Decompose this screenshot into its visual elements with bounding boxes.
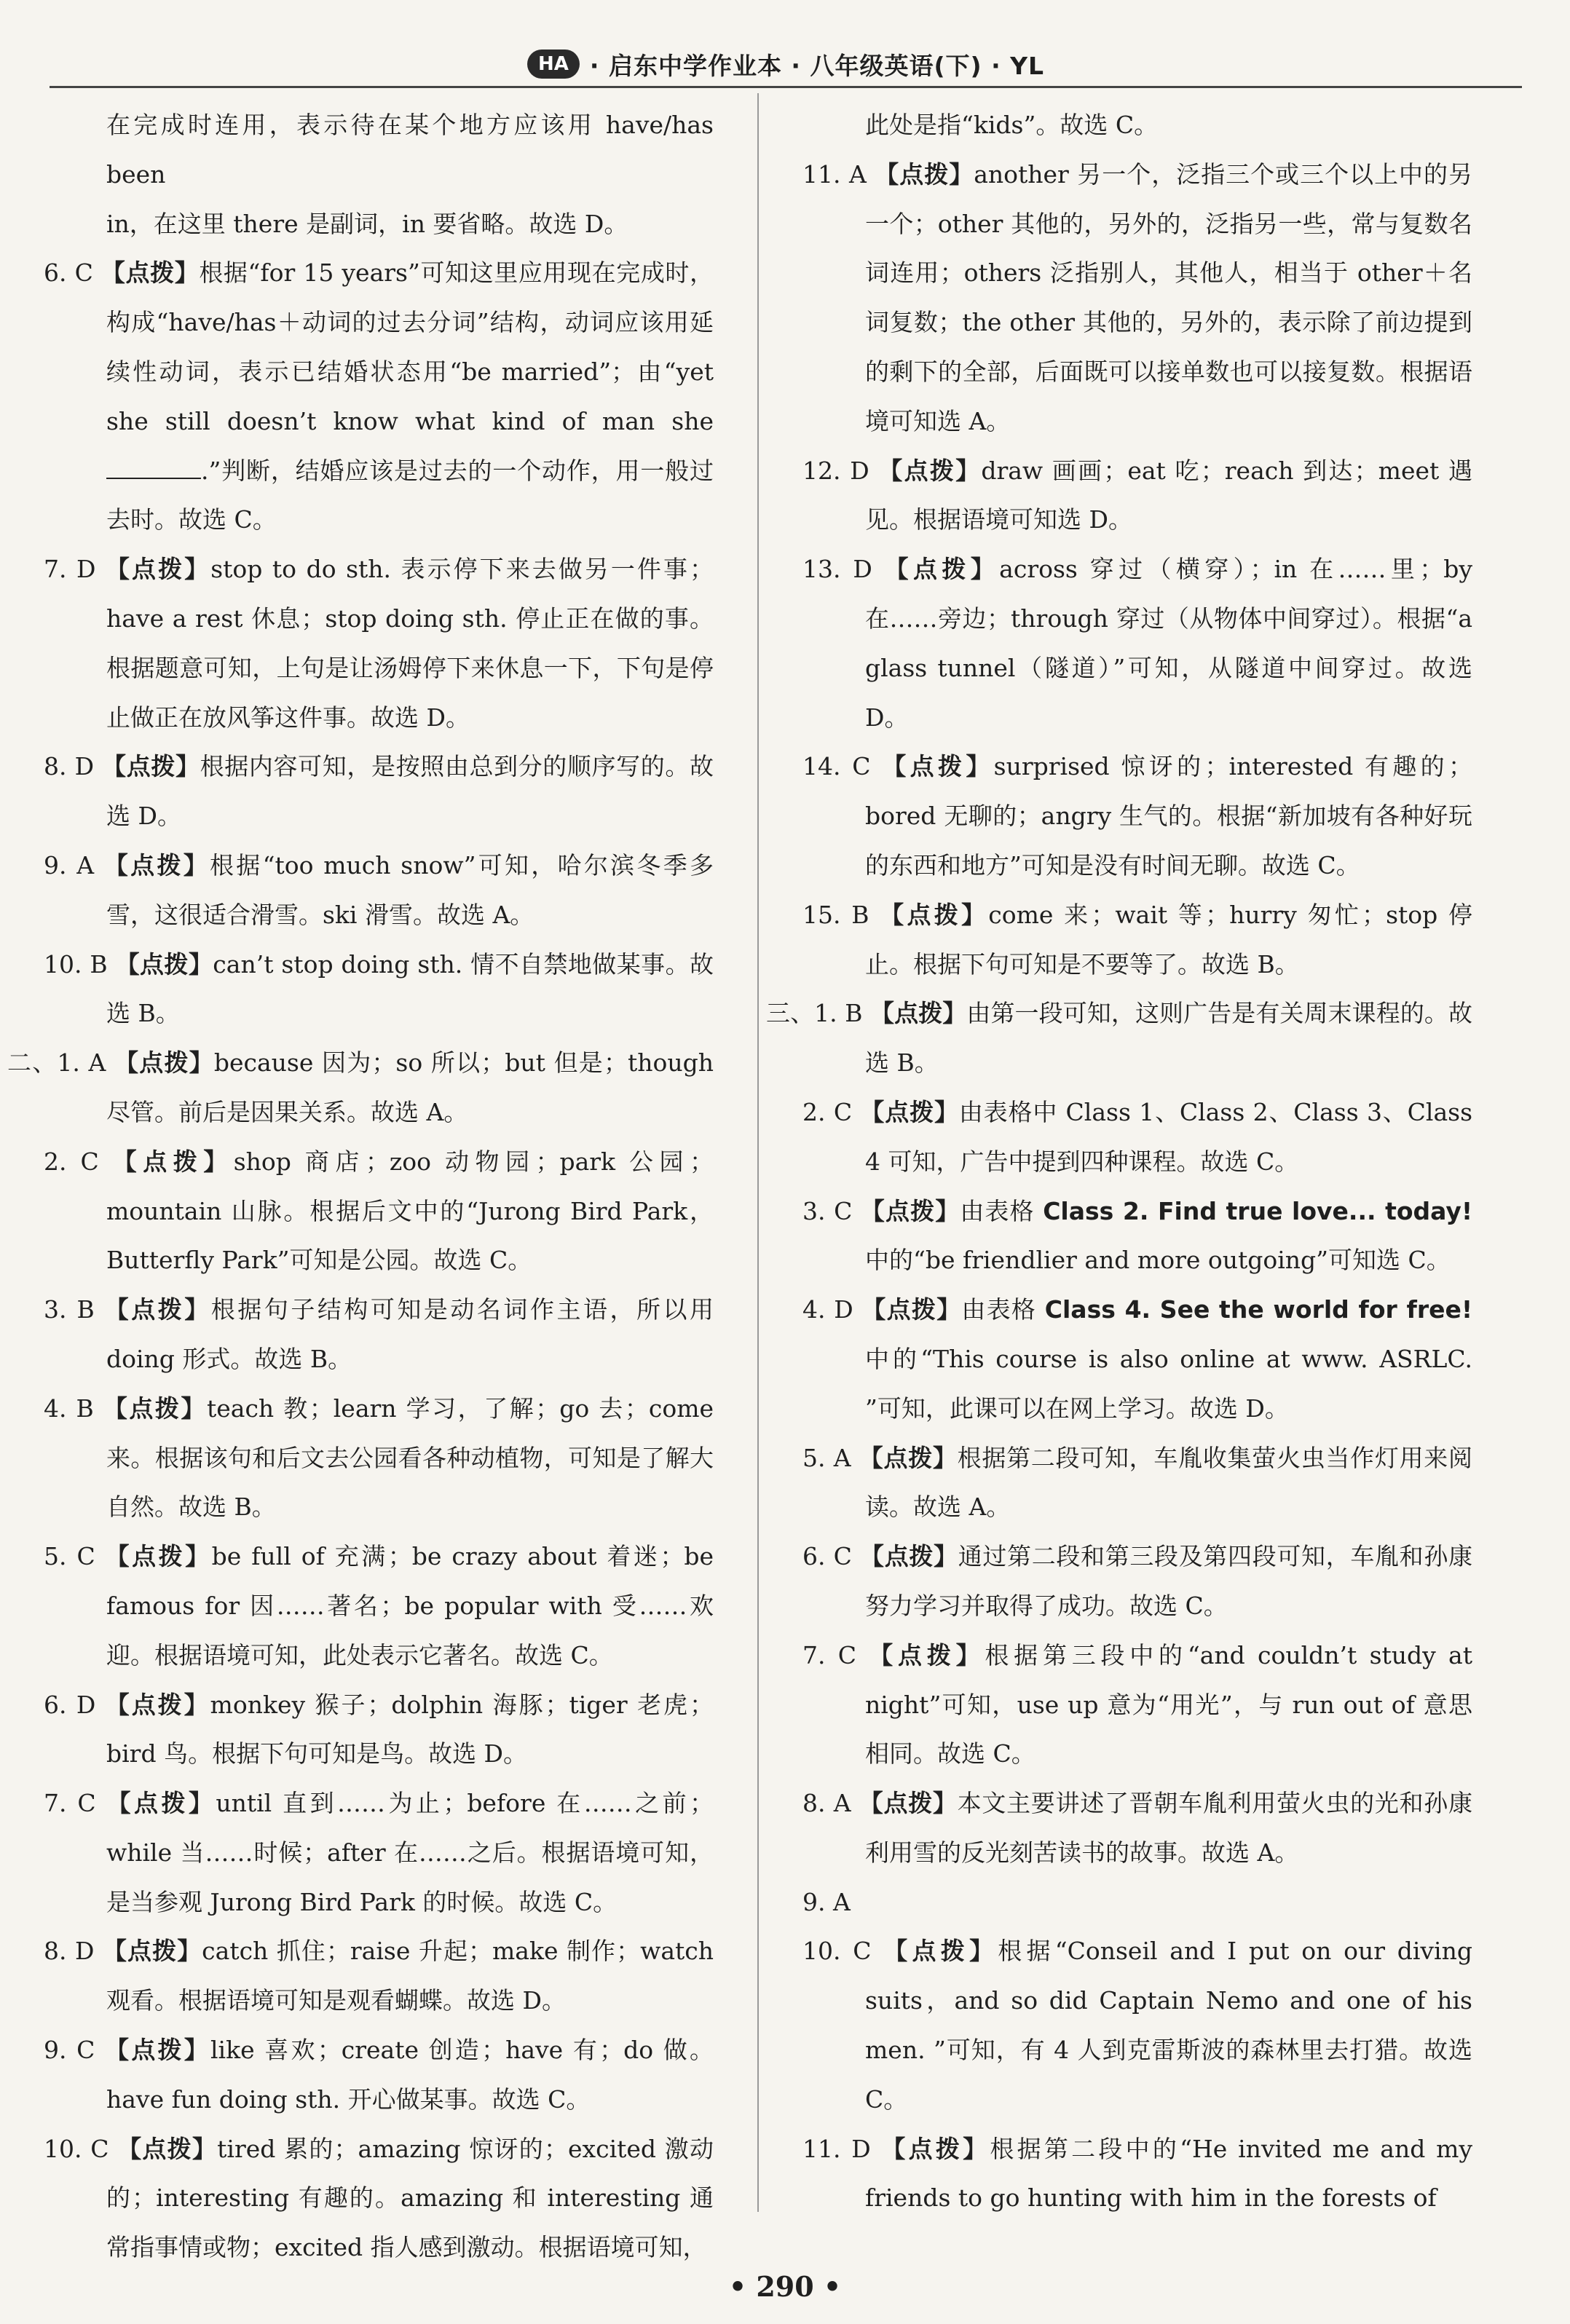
answer-item: 7. C 【点拨】根据第三段中的“and couldn’t study at night”可知，use up 意为“用光”，与 run out of 意思相同。故选 C。 [802,1640,1472,1768]
answer-item: 9. A 【点拨】根据“too much snow”可知，哈尔滨冬季多雪，这很适合滑雪。ski 滑雪。故选 A。 [44,850,714,929]
answer-item: 三、1. B 【点拨】由第一段可知，这则广告是有关周末课程的。故选 B。 [766,999,1473,1078]
answer-item: 3. B 【点拨】根据句子结构可知是动名词作主语，所以用 doing 形式。故选 B。 [44,1295,714,1373]
answer-item: 8. D 【点拨】catch 抓住；raise 升起；make 制作；watch 观看。根据语境可知是观看蝴蝶。故选 D。 [44,1937,714,2015]
answer-blank [106,457,201,479]
answer-item: 5. A 【点拨】根据第二段可知，车胤收集萤火虫当作灯用来阅读。故选 A。 [802,1443,1473,1522]
answer-item: 9. C 【点拨】like 喜欢；create 创造；have 有；do 做。have fun doing sth. 开心做某事。故选 C。 [44,2036,714,2114]
answer-continuation: 此处是指“kids”。故选 C。 [865,111,1159,139]
answer-item: 7. C 【点拨】until 直到……为止；before 在……之前；while 当……时候；after 在……之后。根据语境可知，是当参观 Jurong Bird Park 的时候。故选 C。 [44,1789,714,1916]
answer-item: 2. C 【点拨】由表格中 Class 1、Class 2、Class 3、Class 4 可知，广告中提到四种课程。故选 C。 [802,1097,1473,1176]
page-header [50,42,1522,88]
answer-item: 4. D 【点拨】由表格 Class 4. See the world for free! 中的“This course is also online at www. ASRLC. ”可知，此课可以在网上学习。故选 D。 [802,1295,1472,1423]
header-title: · 启东中学作业本 · 八年级英语(下) · YL [589,51,1045,80]
answer-item: 12. D 【点拨】draw 画画；eat 吃；reach 到达；meet 遇见。根据语境可知选 D。 [802,456,1472,534]
answer-item: 15. B 【点拨】come 来；wait 等；hurry 匆忙；stop 停止。根据下句可知是不要等了。故选 B。 [802,900,1472,979]
publisher-logo: HA [527,50,580,79]
answer-item: 13. D 【点拨】across 穿过（横穿）；in 在……里；by 在……旁边；through 穿过（从物体中间穿过）。根据“a glass tunnel（隧道）”可知，从隧道中间穿过。故选 D。 [802,555,1473,732]
answer-continuation: in，在这里 there 是副词，in 要省略。故选 D。 [106,209,628,238]
answer-item: 4. B 【点拨】teach 教；learn 学习，了解；go 去；come 来。根据该句和后文去公园看各种动植物，可知是了解大自然。故选 B。 [44,1394,714,1522]
column-divider [757,93,759,2212]
answer-item: 6. C 【点拨】通过第二段和第三段及第四段可知，车胤和孙康努力学习并取得了成功。故选 C。 [802,1542,1473,1620]
answer-item: 5. C 【点拨】be full of 充满；be crazy about 着迷；be famous for 因……著名；be popular with 受……欢迎。根据语境可知，此处表示它著名。故选 C。 [44,1542,714,1669]
answer-item: 8. A 【点拨】本文主要讲述了晋朝车胤利用萤火虫的光和孙康利用雪的反光刻苦读书的故事。故选 A。 [802,1789,1473,1867]
answer-item: 7. D 【点拨】stop to do sth. 表示停下来去做另一件事；have a rest 休息；stop doing sth. 停止正在做的事。根据题意可知，上句是让汤姆停下来休息一下，下句是停止做正在放风筝这件事。故选 D。 [44,555,714,732]
answer-item: 2. C 【点拨】shop 商店；zoo 动物园；park 公园；mountain 山脉。根据后文中的“Jurong Bird Park，Butterfly Park”可知是公园。故选 C。 [44,1147,714,1275]
answer-item: 9. A [802,1887,851,1916]
answer-item: 8. D 【点拨】根据内容可知，是按照由总到分的顺序写的。故选 D。 [44,752,714,831]
answer-item: 14. C 【点拨】surprised 惊讶的；interested 有趣的；bored 无聊的；angry 生气的。根据“新加坡有各种好玩的东西和地方”可知是没有时间无聊。故选 C。 [802,752,1472,880]
page-number: • 290 • [728,2270,842,2303]
answer-item: 6. C 【点拨】根据“for 15 years”可知这里应用现在完成时，构成“have/has＋动词的过去分词”结构，动词应该用延续性动词，表示已结婚状态用“be married”；由“yet she still doesn’t know what kind of man she .”判断，结婚应该是过去的一个动作，用一般过去时。故选 C。 [44,258,714,534]
answer-item: 10. C 【点拨】根据“Conseil and I put on our diving suits，and so did Captain Nemo and one of his men. ”可知，有 4 人到克雷斯波的森林里去打猎。故选 C。 [802,1937,1472,2114]
left-column [7,100,714,2272]
answer-item: 6. D 【点拨】monkey 猴子；dolphin 海豚；tiger 老虎；bird 鸟。根据下句可知是鸟。故选 D。 [44,1690,714,1768]
answer-continuation: 在完成时连用，表示待在某个地方应该用 have/has been [106,111,714,189]
right-column [766,100,1473,2223]
answer-item: 二、1. A 【点拨】because 因为；so 所以；but 但是；though 尽管。前后是因果关系。故选 A。 [7,1048,714,1126]
answer-item: 3. C 【点拨】由表格 Class 2. Find true love... today! 中的“be friendlier and more outgoing”可知选 C。 [802,1196,1472,1275]
answer-item: 10. C 【点拨】tired 累的；amazing 惊讶的；excited 激动的；interesting 有趣的。amazing 和 interesting 通常指事情或物；excited 指人感到激动。根据语境可知， [44,2134,714,2262]
answer-item: 11. D 【点拨】根据第二段中的“He invited me and my friends to go hunting with him in the forests of [802,2134,1473,2213]
answer-item: 11. A 【点拨】another 另一个，泛指三个或三个以上中的另一个；other 其他的，另外的，泛指另一些，常与复数名词连用；others 泛指别人，其他人，相当于 other＋名词复数；the other 其他的，另外的，表示除了前边提到的剩下的全部，后面既可以接单数也可以接复数。根据语境可知选 A。 [802,159,1473,435]
answer-item: 10. B 【点拨】can’t stop doing sth. 情不自禁地做某事。故选 B。 [44,949,714,1028]
